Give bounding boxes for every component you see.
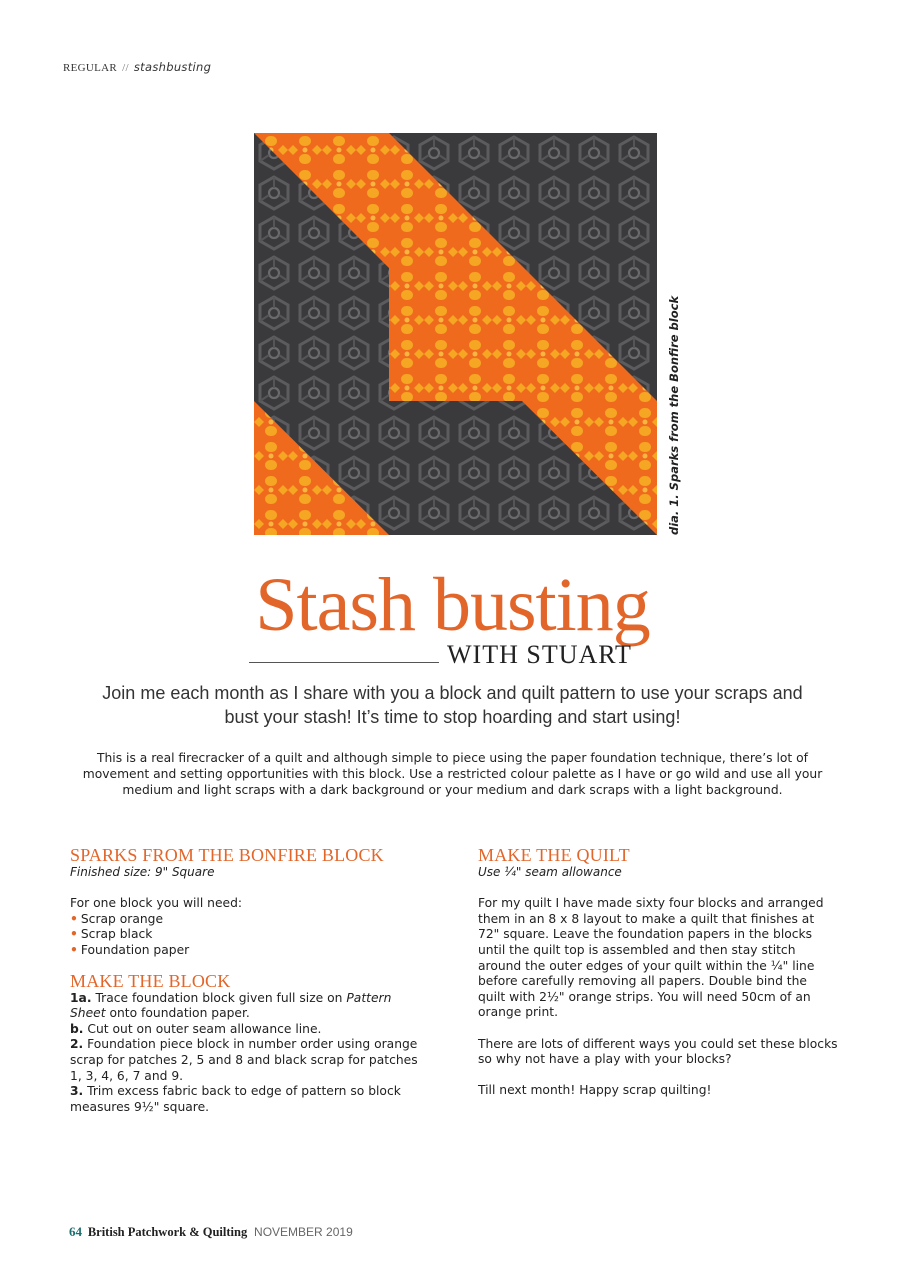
quilt-paragraph: Till next month! Happy scrap quilting! — [478, 1083, 712, 1098]
magazine-name: British Patchwork & Quilting — [87, 1225, 248, 1239]
left-column — [70, 845, 430, 1115]
needs-list — [70, 912, 430, 959]
right-column — [478, 845, 838, 1099]
list-item: • Foundation paper — [70, 942, 190, 957]
needs-intro: For one block you will need: — [70, 896, 243, 911]
figure-caption: dia. 1. Sparks from the Bonfire block — [667, 295, 681, 535]
quilt-paragraph: There are lots of different ways you could set these blocks so why not have a play with your blocks? — [478, 1036, 838, 1067]
step: 1a. Trace foundation block given full size on Pattern Sheet onto foundation paper. — [70, 990, 392, 1021]
issue-date: NOVEMBER 2019 — [254, 1225, 353, 1239]
block-heading: SPARKS FROM THE BONFIRE BLOCK — [70, 845, 384, 865]
quilt-paragraph: For my quilt I have made sixty four blocks and arranged them in an 8 x 8 layout to make a quilt that finishes at 72" square. Leave the foundation papers in the blocks until the quilt top is assembled and then stay stitch around the outer edges of your quilt within the ¼" line before carefully removing all papers. Double bind the quilt with 2½" orange strips. You will need 50cm of an orange print. — [478, 896, 824, 1020]
page-subtitle: WITH STUART — [447, 640, 632, 669]
section-name: REGULAR — [63, 62, 118, 74]
subsection-name: stashbusting — [133, 60, 212, 74]
make-quilt-heading: MAKE THE QUILT — [478, 845, 630, 865]
quilt-block-illustration — [254, 133, 657, 535]
finished-size: Finished size: 9" Square — [70, 865, 215, 879]
title-divider — [249, 662, 439, 663]
step: 3. Trim excess fabric back to edge of pattern so block measures 9½" square. — [70, 1084, 401, 1114]
page-footer — [69, 1224, 353, 1240]
step: 2. Foundation piece block in number order using orange scrap for patches 2, 5 and 8 and black scrap for patches 1, 3, 4, 6, 7 and 9. — [70, 1037, 418, 1083]
page-number: 64 — [69, 1224, 82, 1239]
section-separator: // — [122, 62, 129, 74]
step: b. Cut out on outer seam allowance line. — [70, 1021, 322, 1036]
page-title: Stash busting — [255, 563, 650, 647]
list-item: • Scrap orange — [70, 911, 164, 926]
make-block-heading: MAKE THE BLOCK — [70, 970, 231, 991]
intro-text: Join me each month as I share with you a block and quilt pattern to use your scraps and bust your stash! It’s time to stop hoarding and start using! — [102, 683, 803, 727]
section-label — [63, 60, 211, 74]
seam-allowance: Use ¼" seam allowance — [478, 865, 622, 879]
list-item: • Scrap black — [70, 927, 153, 942]
description-text: This is a real firecracker of a quilt and although simple to piece using the paper foundation technique, there’s lot of movement and setting opportunities with this block. Use a restricted colour palette as I have or go wild and use all your medium and light scraps with a dark background or your medium and dark scraps with a light background. — [82, 751, 823, 797]
